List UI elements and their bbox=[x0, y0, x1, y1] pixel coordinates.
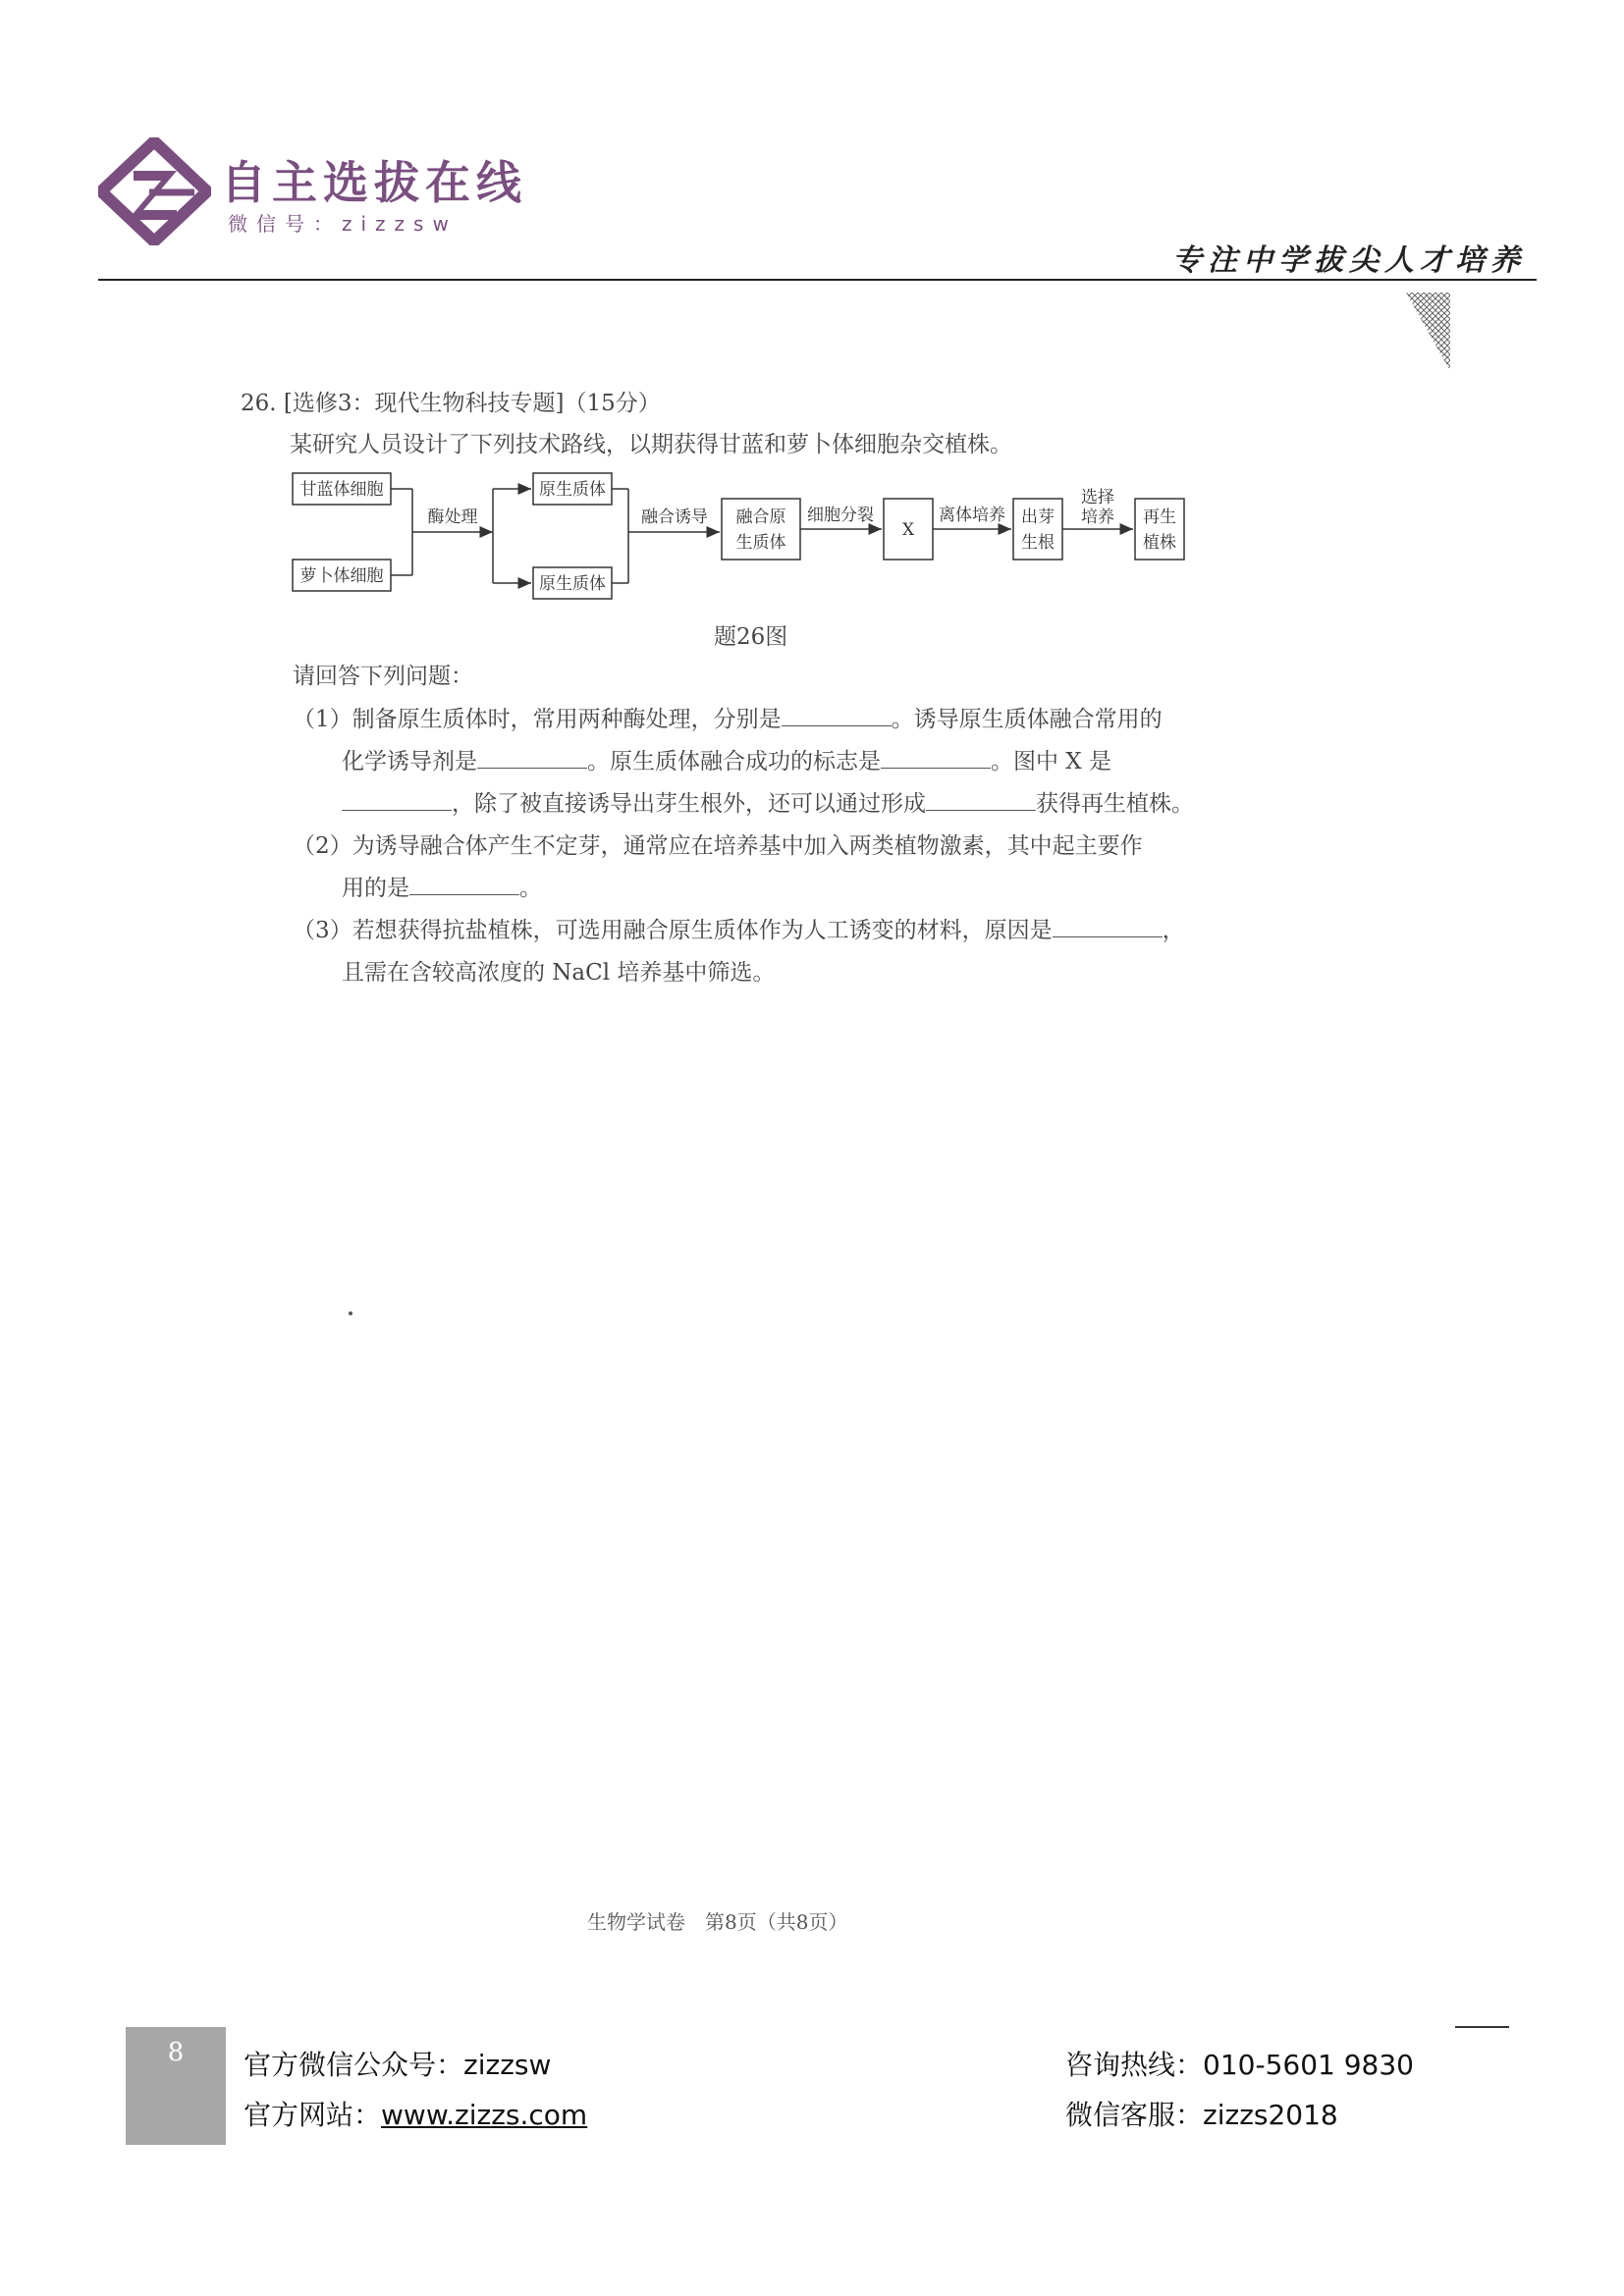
node-x: X bbox=[901, 520, 915, 540]
answer-blank-2[interactable] bbox=[477, 746, 587, 769]
footer-website: 官方网站：www.zizzs.com bbox=[244, 2099, 588, 2131]
footer-hotline-value: 010-5601 9830 bbox=[1203, 2049, 1414, 2081]
node-bud-root-l1: 出芽 bbox=[1021, 507, 1055, 527]
node-protoplast-1: 原生质体 bbox=[539, 480, 606, 500]
footer-website-link[interactable]: www.zizzs.com bbox=[381, 2099, 588, 2131]
node-cabbage-cell: 甘蓝体细胞 bbox=[299, 480, 384, 500]
node-radish-cell: 萝卜体细胞 bbox=[299, 566, 384, 586]
sub-question-2-line-1: （2）为诱导融合体产生不定芽，通常应在培养基中加入两类植物激素，其中起主要作 bbox=[293, 833, 1143, 859]
footer-wechat-value: zizzsw bbox=[463, 2049, 552, 2081]
edge-select-l2: 培养 bbox=[1081, 507, 1114, 527]
question-prompt: 请回答下列问题： bbox=[293, 664, 473, 689]
sub-question-1-line-2: 化学诱导剂是 。原生质体融合成功的标志是 。图中 X 是 bbox=[342, 741, 1111, 783]
brand-name: 自主选拔在线 bbox=[221, 156, 527, 209]
footer-service-value: zizzs2018 bbox=[1203, 2099, 1338, 2131]
footer-hotline: 咨询热线：010-5601 9830 bbox=[1065, 2049, 1414, 2081]
node-protoplast-2: 原生质体 bbox=[539, 574, 606, 594]
sub-question-3-line-1: （3）若想获得抗盐植株，可选用融合原生质体作为人工诱变的材料，原因是 ， bbox=[293, 910, 1185, 952]
answer-blank-4[interactable] bbox=[342, 788, 452, 811]
page-number: 8 bbox=[167, 2038, 185, 2067]
scan-corner-pattern bbox=[1406, 293, 1450, 371]
sub-question-3-line-2: 且需在含较高浓度的 NaCl 培养基中筛选。 bbox=[342, 960, 776, 986]
sub-question-1-line-3: ，除了被直接诱导出芽生根外，还可以通过形成 获得再生植株。 bbox=[342, 783, 1194, 826]
edge-fusion-induction: 融合诱导 bbox=[641, 507, 708, 527]
answer-blank-5[interactable] bbox=[926, 788, 1036, 811]
node-bud-root-l2: 生根 bbox=[1021, 533, 1055, 553]
footer-wechat: 官方微信公众号：zizzsw bbox=[244, 2049, 552, 2081]
node-fused-l2: 生质体 bbox=[735, 533, 786, 553]
node-regenerated-l1: 再生 bbox=[1143, 507, 1176, 527]
sub-question-2-line-2: 用的是 。 bbox=[342, 868, 542, 910]
header-slogan: 专注中学拔尖人才培养 bbox=[1172, 243, 1526, 278]
header-divider bbox=[98, 279, 1537, 281]
answer-blank-3[interactable] bbox=[881, 746, 991, 769]
brand-wechat-id: 微信号：zizzsw bbox=[228, 212, 458, 236]
edge-cell-division: 细胞分裂 bbox=[807, 506, 874, 525]
exam-page-footer: 生物学试卷 第8页（共8页） bbox=[587, 1910, 848, 1934]
footer-service: 微信客服：zizzs2018 bbox=[1065, 2099, 1338, 2131]
edge-enzyme: 酶处理 bbox=[427, 507, 478, 527]
edge-detached-culture: 离体培养 bbox=[939, 506, 1005, 525]
brand-logo-icon bbox=[98, 137, 211, 245]
answer-blank-7[interactable] bbox=[1053, 915, 1163, 937]
figure-caption: 题26图 bbox=[714, 624, 788, 650]
question-intro: 某研究人员设计了下列技术路线，以期获得甘蓝和萝卜体细胞杂交植株。 bbox=[290, 432, 1012, 457]
answer-blank-6[interactable] bbox=[409, 873, 519, 895]
scan-speck bbox=[349, 1311, 352, 1315]
flow-diagram bbox=[285, 461, 1198, 609]
node-fused-l1: 融合原 bbox=[735, 507, 786, 527]
sub-question-1-line-1: （1）制备原生质体时，常用两种酶处理，分别是 。诱导原生质体融合常用的 bbox=[293, 699, 1163, 741]
edge-select-l1: 选择 bbox=[1081, 488, 1114, 507]
node-regenerated-l2: 植株 bbox=[1143, 533, 1176, 553]
question-heading: 26. [选修3：现代生物科技专题]（15分） bbox=[241, 391, 661, 416]
footer-short-rule bbox=[1455, 2026, 1509, 2028]
answer-blank-1[interactable] bbox=[782, 704, 892, 726]
